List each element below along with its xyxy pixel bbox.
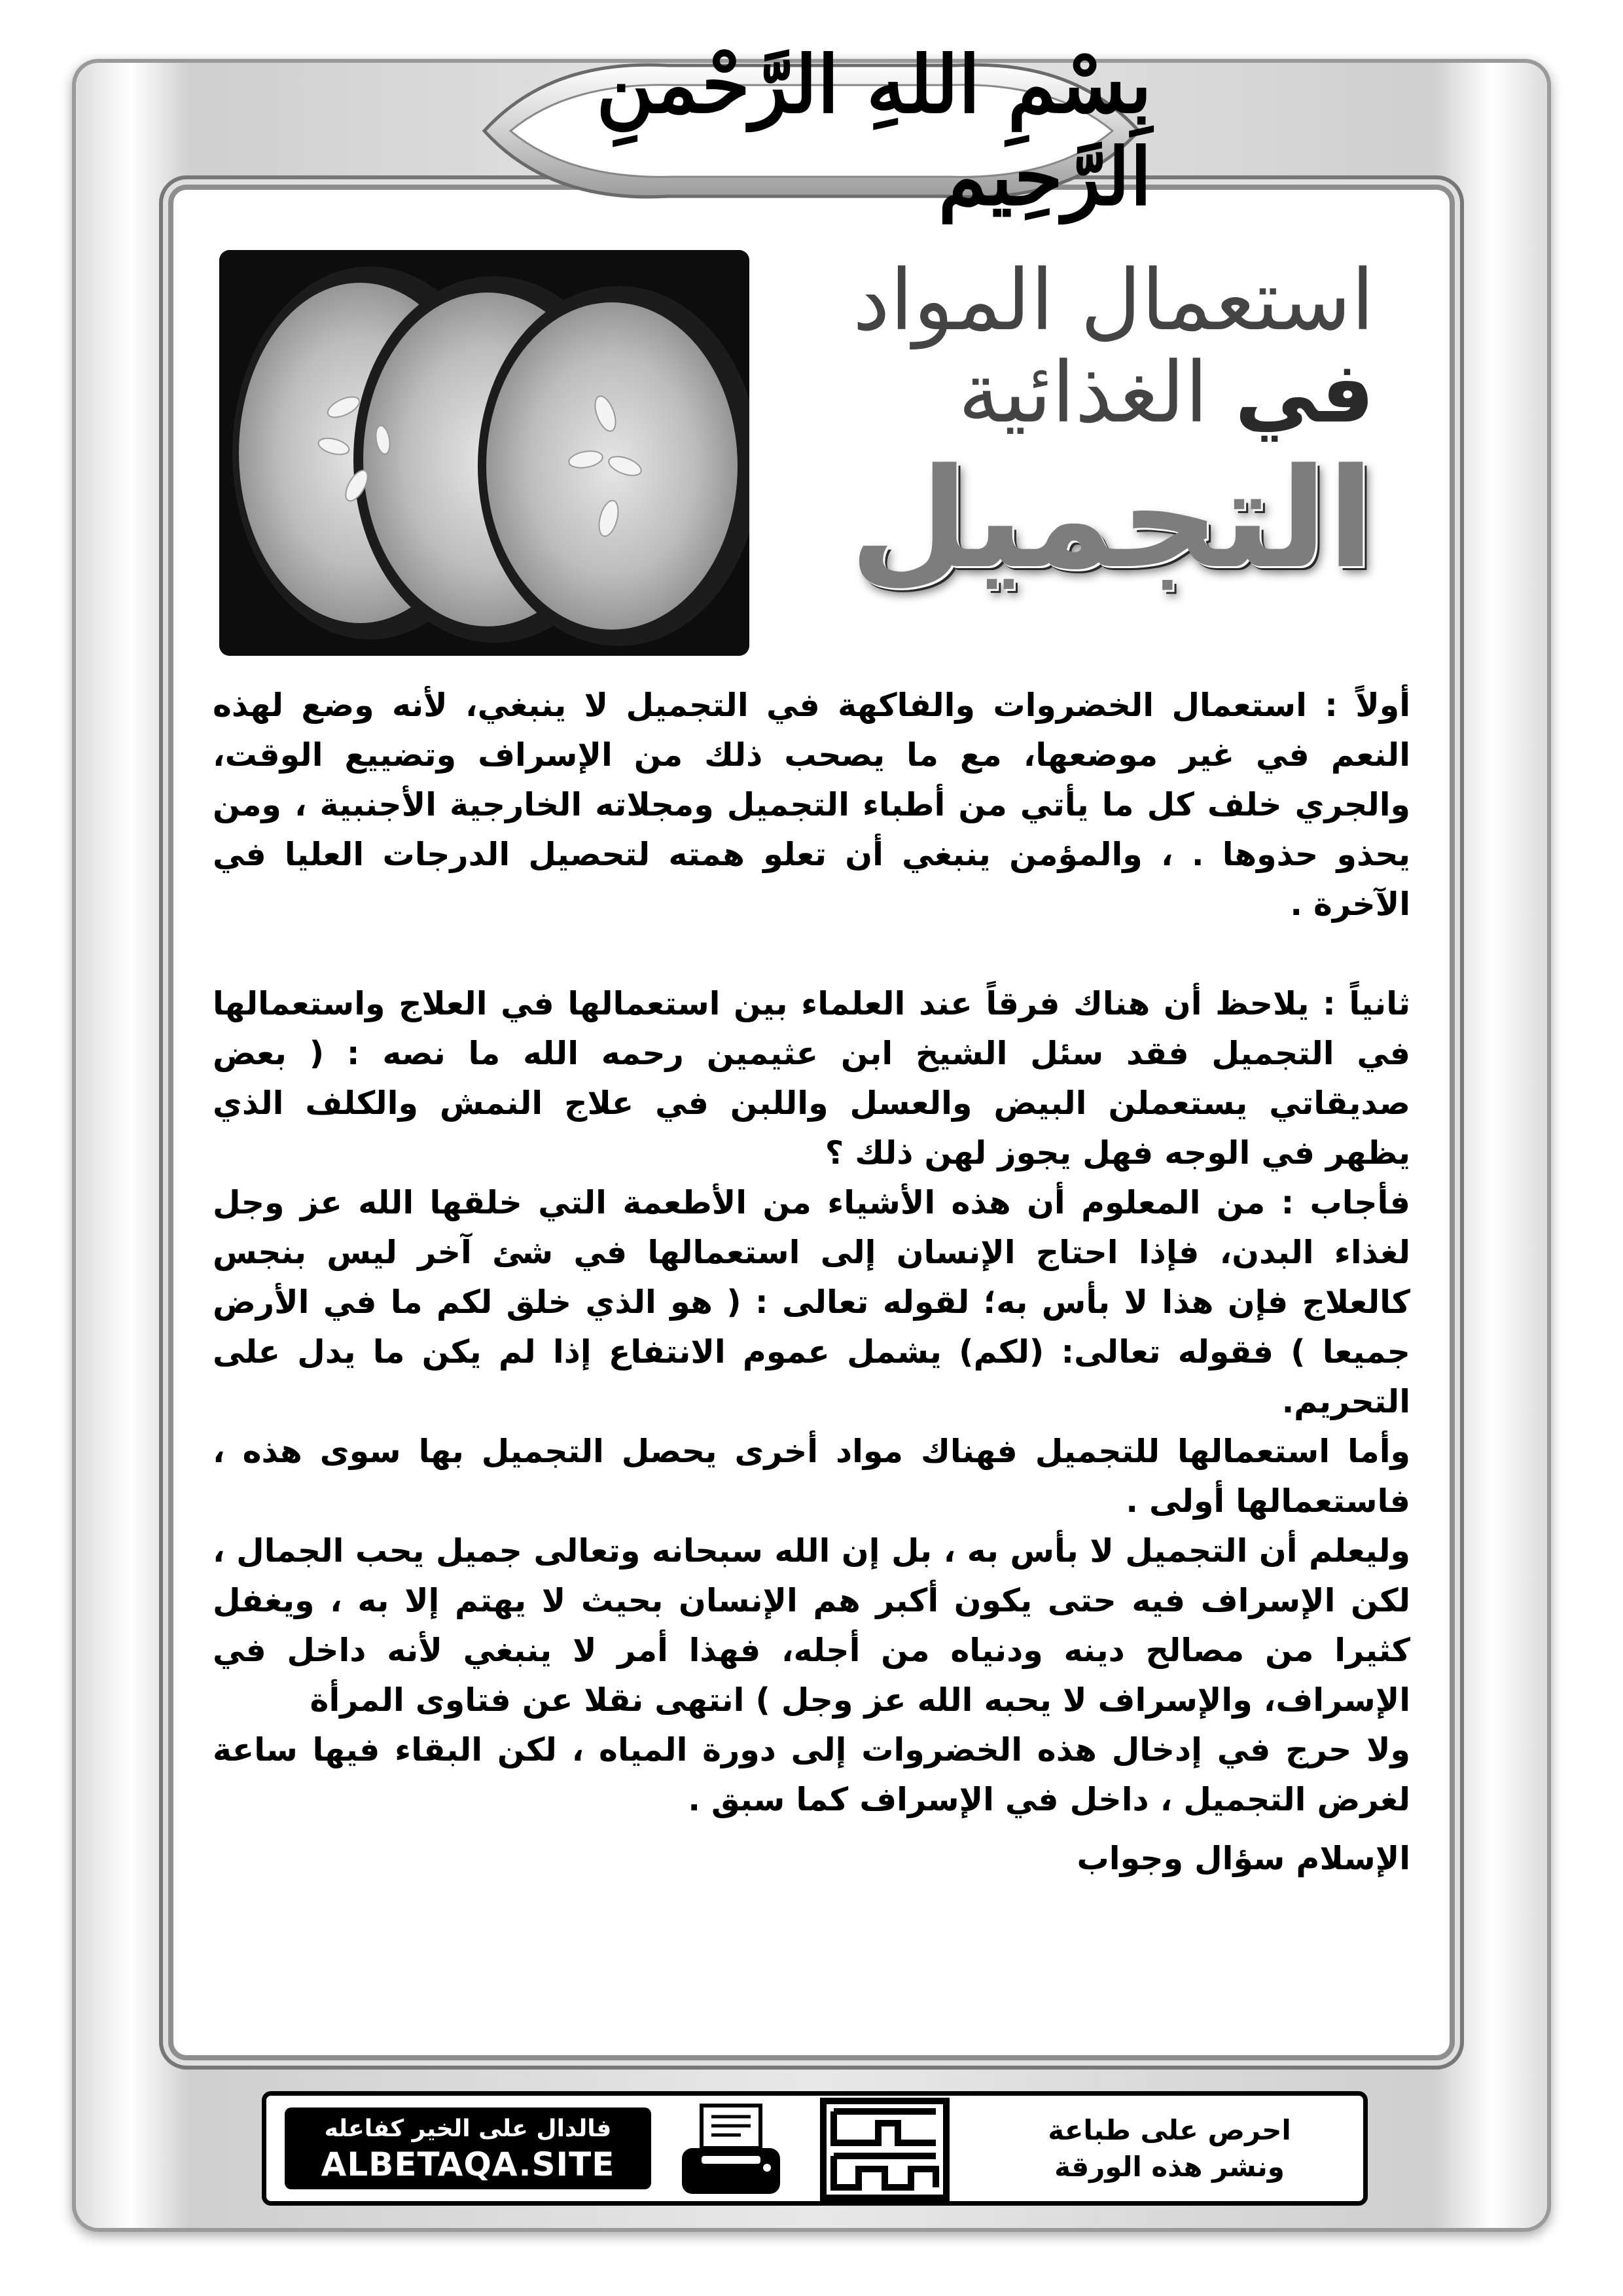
kufic-logo [819, 2097, 950, 2202]
cucumber-slices-icon [219, 250, 749, 656]
cta-line-2: ونشر هذه الورقة [1054, 2150, 1285, 2183]
footer-bar [262, 2091, 1368, 2206]
cucumber-photo [219, 250, 749, 656]
paragraph-2: ثانياً : يلاحظ أن هناك فرقاً عند العلماء بين استعمالها في العلاج واستعمالها في التجميل فقد سئل الشيخ ابن عثيمين رحمه الله ما نصه : ( بعض صديقاتي يستعملن البيض والعسل واللبن في علاج النمش والكلف الذي يظهر في الوجه فهل يجوز لهن ذلك ؟ [213, 985, 1410, 1172]
article-body [213, 681, 1410, 1884]
kufic-logo-icon [819, 2097, 950, 2202]
printer-icon [675, 2102, 787, 2200]
paragraph-5: وليعلم أن التجميل لا بأس به ، بل إن الله سبحانه وتعالى جميل يحب الجمال ، لكن الإسراف فيه حتى يكون أكبر هم الإنسان بحيث لا يهتم إلا به ، ويغفل كثيرا من مصالح دينه ودنياه من أجله، فهذا أمر لا ينبغي لأنه داخل في الإسراف، والإسراف لا يحبه الله عز وجل ) انتهى نقلا عن فتاوى المرأة [213, 1532, 1410, 1719]
title-line-1: استعمال المواد [852, 252, 1374, 350]
paragraph-3: فأجاب : من المعلوم أن هذه الأشياء من الأطعمة التي خلقها الله عز وجل لغذاء البدن، فإذا احتاج الإنسان إلى استعمالها في شئ آخر ليس بنجس كالعلاج فإن هذا لا بأس به؛ لقوله تعالى : ( هو الذي خلق لكم ما في الأرض جميعا ) فقوله تعالى: (لكم) يشمل عموم الانتفاع إذا لم يكن ما يدل على التحريم. [213, 1184, 1410, 1420]
title-main-word: التجميل [849, 438, 1374, 599]
paragraph-4: وأما استعمالها للتجميل فهناك مواد أخرى يحصل التجميل بها سوى هذه ، فاستعمالها أولى . [213, 1433, 1410, 1520]
paragraph-1: أولاً : استعمال الخضروات والفاكهة في التجميل لا ينبغي، لأنه وضع لهذه النعم في غير موضعها، مع ما يصحب ذلك من الإسراف وتضييع الوقت، والجري خلف كل ما يأتي من أطباء التجميل ومجلاته الخارجية الأجنبية ، ومن يحذو حذوها . ، والمؤمن ينبغي أن تعلو همته لتحصيل الدرجات العليا في الآخرة . [213, 687, 1410, 923]
basmala-text: بِسْمِ اللهِ الرَّحْمنِ الرَّحِيم [596, 39, 1152, 223]
footer-call-to-action [986, 2108, 1353, 2189]
title-word-ghidhaiya: الغذائية [958, 344, 1208, 442]
title-block [785, 252, 1374, 661]
basmala-plaque [471, 39, 1152, 223]
title-line-2 [785, 344, 1374, 442]
footer-motto: فالدال على الخير كفاعله [324, 2115, 612, 2142]
source-citation: الإسلام سؤال وجواب [1077, 1840, 1410, 1877]
footer-site-box [285, 2108, 651, 2189]
cta-line-1: احرص على طباعة [1048, 2113, 1291, 2146]
footer-site-link[interactable]: ALBETAQA.SITE [321, 2145, 615, 2183]
title-word-fi: في [1234, 344, 1374, 442]
paragraph-6: ولا حرج في إدخال هذه الخضروات إلى دورة المياه ، لكن البقاء فيها ساعة لغرض التجميل ، داخل في الإسراف كما سبق . [213, 1731, 1410, 1818]
paragraph-gap [213, 929, 1410, 979]
